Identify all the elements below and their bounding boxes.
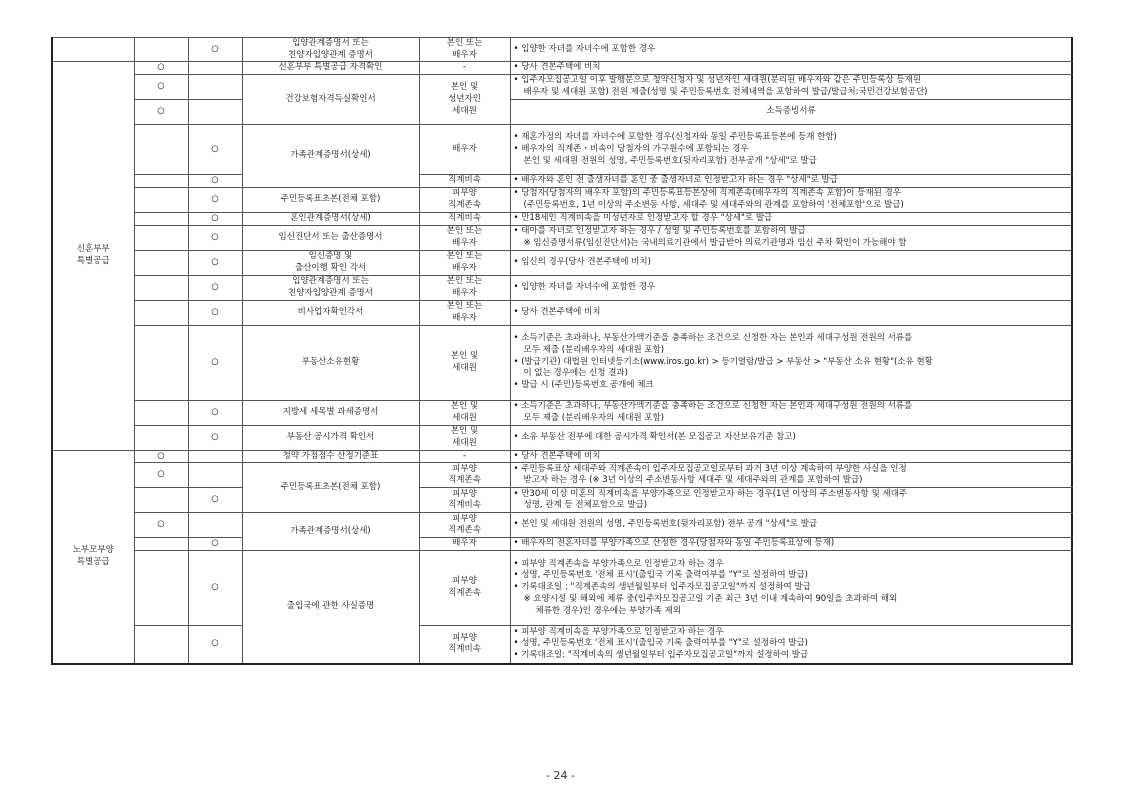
- required-mark: [134, 488, 188, 513]
- required-mark: [134, 225, 188, 250]
- required-mark: [134, 187, 188, 212]
- cell-text-line: • 성명, 주민등록번호 '전체 표시'(출입국 기록 출력여부를 "Y"로 설정하여 발급): [513, 570, 808, 581]
- cell-text-line: 신혼부부 특별공급 자격확인: [278, 62, 383, 73]
- remarks-cell: [510, 187, 1072, 212]
- conditional-mark: ○: [188, 488, 242, 513]
- required-mark: [134, 250, 188, 275]
- cell-text-line: • 배우자의 전혼자녀를 부양가족으로 산정한 경우(당첨자와 동일 주민등록표상에 등재): [513, 538, 835, 549]
- required-mark: [134, 300, 188, 325]
- cell-text-line: • 입주자모집공고일 이후 발행분으로 청약신청자 및 성년자인 세대원(분리된 배우자와 같은 주민등록상 등재된: [513, 75, 922, 86]
- cell-text-line: • 당사 견본주택에 비치: [513, 62, 601, 73]
- table-row: [52, 275, 1072, 300]
- table-row: [52, 250, 1072, 275]
- conditional-mark: ○: [188, 125, 242, 175]
- conditional-mark: [188, 463, 242, 488]
- remarks-cell: [510, 250, 1072, 275]
- cell-text-line: 본인 또는: [446, 275, 483, 286]
- table-row: [52, 463, 1072, 488]
- cell-text-line: • 피부양 직계비속을 부양가족으로 인정받고자 하는 경우: [513, 626, 724, 637]
- required-mark: [134, 538, 188, 551]
- required-mark: [134, 551, 188, 626]
- conditional-mark: ○: [188, 275, 242, 300]
- remarks-cell: [510, 400, 1072, 425]
- cell-text-line: 받고자 하는 경우 (※ 3년 이상의 주소변동사항 세대주 및 세대주와의 관계를 포함하여 발급): [523, 475, 863, 486]
- cell-text-line: 혼인관계증명서(상세): [290, 212, 371, 223]
- remarks-cell: [510, 626, 1072, 664]
- conditional-mark: ○: [188, 38, 242, 62]
- table-row: [52, 450, 1072, 463]
- cell-text-line: 배우자 및 세대원 포함) 전원 제출(성명 및 주민등록번호 전체내역을 포함하여 발급/발급처:국민건강보험공단): [523, 87, 928, 98]
- cell-text-line: 가족관계증명서(상세): [290, 150, 371, 161]
- required-mark: [134, 275, 188, 300]
- document-page: [51, 37, 1071, 665]
- cell-text-line: 이 없는 경우에는 신청 결과): [523, 368, 628, 379]
- cell-text-line: 건강보험자격득실확인서: [285, 93, 376, 104]
- required-mark: ○: [134, 450, 188, 463]
- cell-text-line: 본인 또는: [446, 300, 483, 311]
- target-person-cell: [419, 212, 510, 225]
- cell-text-line: 부동산소유현황: [301, 356, 360, 367]
- cell-text-line: 임신증명 및: [308, 250, 353, 261]
- required-mark: [134, 125, 188, 175]
- target-person-cell: [419, 75, 510, 125]
- table-row: [52, 175, 1072, 188]
- supply-type-cell: [52, 38, 134, 62]
- cell-text-line: • 피부양 직계존속을 부양가족으로 인정받고자 하는 경우: [513, 558, 724, 569]
- conditional-mark: [188, 62, 242, 75]
- document-name-cell: [242, 513, 419, 551]
- table-row: [52, 425, 1072, 450]
- cell-text-line: 청약 가점점수 산정기준표: [282, 450, 379, 461]
- document-name-cell: [242, 463, 419, 513]
- conditional-mark: ○: [188, 300, 242, 325]
- document-name-cell: [242, 275, 419, 300]
- document-name-cell: [242, 325, 419, 400]
- target-person-cell: [419, 275, 510, 300]
- required-mark: ○: [134, 513, 188, 538]
- target-person-cell: [419, 175, 510, 188]
- required-mark: [134, 175, 188, 188]
- document-name-cell: [242, 225, 419, 250]
- table-row: [52, 38, 1072, 62]
- target-person-cell: [419, 450, 510, 463]
- cell-text-line: 출산이행 확인 각서: [294, 262, 367, 273]
- table-row: [52, 488, 1072, 513]
- cell-text-line: • 본인 및 세대원 전원의 성명, 주민등록번호(뒷자리포함) 전부 공개 "상세"로 발급: [513, 519, 818, 530]
- document-name-cell: [242, 450, 419, 463]
- cell-text-line: 피부양: [452, 188, 477, 199]
- document-name-cell: [242, 551, 419, 664]
- cell-text-line: 노부모부양: [72, 544, 114, 555]
- target-person-cell: [419, 425, 510, 450]
- cell-text-line: 입양관계증명서 또는: [292, 275, 369, 286]
- remarks-cell: [510, 450, 1072, 463]
- supply-type-cell: [52, 62, 134, 450]
- remarks-cell: [510, 300, 1072, 325]
- supply-type-cell: [52, 450, 134, 663]
- conditional-mark: ○: [188, 325, 242, 400]
- conditional-mark: ○: [188, 212, 242, 225]
- cell-text-line: 친양자입양관계 증명서: [288, 49, 373, 60]
- cell-text-line: • 기록대조일 : "직계존속의 생년월일부터 입주자모집공고일"까지 설정하여 발급: [513, 582, 811, 593]
- cell-text-line: 성년자인: [448, 93, 481, 104]
- cell-text-line: • 배우자와 혼인 전 출생자녀를 혼인 중 출생자녀로 인정받고자 하는 경우 "상세"로 발급: [513, 175, 838, 186]
- target-person-cell: [419, 538, 510, 551]
- document-name-cell: [242, 125, 419, 188]
- remarks-cell: [510, 125, 1072, 175]
- cell-text-line: 본인 또는: [446, 225, 483, 236]
- table-row: [52, 212, 1072, 225]
- required-mark: [134, 212, 188, 225]
- cell-text-line: • 입양한 자녀를 자녀수에 포함한 경우: [513, 43, 656, 54]
- cell-text-line: • 성명, 주민등록번호 '전체 표시'(출입국 기록 출력여부를 "Y"로 설정하여 발급): [513, 638, 808, 649]
- required-mark: ○: [134, 75, 188, 100]
- required-mark: ○: [134, 463, 188, 488]
- document-name-cell: [242, 425, 419, 450]
- conditional-mark: ○: [188, 187, 242, 212]
- cell-text-line: 피부양: [452, 488, 477, 499]
- target-person-cell: [419, 250, 510, 275]
- table-row: [52, 538, 1072, 551]
- cell-text-line: -: [462, 62, 467, 73]
- target-person-cell: [419, 400, 510, 425]
- cell-text-line: • 기록대조일: "직계비속의 생년월일부터 입주자모집공고일"까지 설정하여 발급: [513, 650, 809, 661]
- cell-text-line: • 발급 시 (주민)등록번호 공개에 체크: [513, 380, 654, 391]
- cell-text-line: 가족관계증명서(상세): [290, 525, 371, 536]
- cell-text-line: 성명, 관계 등 전체포함으로 발급): [523, 500, 648, 511]
- cell-text-line: ※ 요양시설 및 해외에 체류 중(입주자모집공고일 기준 최근 3년 이내 계속하여 90일을 초과하여 해외: [523, 593, 898, 604]
- required-mark: [134, 400, 188, 425]
- required-mark: ○: [134, 100, 188, 125]
- remarks-cell: [510, 62, 1072, 75]
- cell-text-line: 직계존속: [448, 588, 481, 599]
- table-row: [52, 75, 1072, 100]
- cell-text-line: ※ 임신증명서류(임신진단서)는 국내의료기관에서 발급받아 의료기관명과 임신 주차 확인이 가능해야 함: [523, 237, 907, 248]
- document-name-cell: [242, 187, 419, 212]
- cell-text-line: • 만18세인 직계비속을 미성년자로 인정받고자 할 경우 "상세"로 발급: [513, 212, 773, 223]
- table-row: [52, 100, 1072, 125]
- cell-text-line: • 태아를 자녀로 인정받고자 하는 경우 / 성명 및 주민등록번호를 포함하여 발급: [513, 225, 806, 236]
- table-row: [52, 400, 1072, 425]
- conditional-mark: ○: [188, 538, 242, 551]
- cell-text-line: • 소득기준은 초과하나, 부동산가액기준을 충족하는 조건으로 신청한 자는 본인과 세대구성원 전원의 서류를: [513, 333, 913, 344]
- cell-text-line: 배우자: [452, 237, 477, 248]
- table-row: [52, 626, 1072, 664]
- table-row: [52, 225, 1072, 250]
- cell-text-line: 직계비속: [448, 644, 481, 655]
- cell-text-line: 신혼부부: [76, 244, 110, 255]
- remarks-cell: [510, 212, 1072, 225]
- required-mark: [134, 425, 188, 450]
- target-person-cell: [419, 125, 510, 175]
- conditional-mark: ○: [188, 175, 242, 188]
- target-person-cell: [419, 513, 510, 538]
- cell-text-line: • 입양한 자녀를 자녀수에 포함한 경우: [513, 281, 656, 292]
- conditional-mark: ○: [188, 225, 242, 250]
- cell-text-line: 모두 제출 (분리배우자의 세대원 포함): [523, 412, 665, 423]
- cell-text-line: 모두 제출 (분리배우자의 세대원 포함): [523, 345, 665, 356]
- document-name-cell: [242, 75, 419, 125]
- cell-text-line: 배우자: [452, 312, 477, 323]
- target-person-cell: [419, 300, 510, 325]
- cell-text-line: 입양관계증명서 또는: [292, 38, 369, 48]
- target-person-cell: [419, 325, 510, 400]
- cell-text-line: • (발급기관) 대법원 인터넷등기소(www.iros.go.kr) > 등기열람/발급 > 부동산 > "부동산 소유 현황"(소유 현황: [513, 356, 933, 367]
- remarks-cell: [510, 225, 1072, 250]
- conditional-mark: ○: [188, 551, 242, 626]
- cell-text-line: 배우자: [452, 538, 477, 549]
- remarks-cell: [510, 425, 1072, 450]
- cell-text-line: • 만30세 이상 미혼의 직계비속을 부양가족으로 인정받고자 하는 경우(1년 이상의 주소변동사항 및 세대주: [513, 488, 908, 499]
- target-person-cell: [419, 38, 510, 62]
- cell-text-line: 본인 및 세대원 전원의 성명, 주민등록번호(뒷자리포함) 전부공개 "상세"로 발급: [523, 155, 817, 166]
- cell-text-line: 직계비속: [448, 175, 481, 186]
- cell-text-line: 직계비속: [448, 212, 481, 223]
- table-row: [52, 300, 1072, 325]
- cell-text-line: (주민등록번호, 1년 이상의 주소변동 사항, 세대주 및 세대주와의 관계를 포함하여 '전체포함'으로 발급): [523, 199, 904, 210]
- required-mark: [134, 626, 188, 664]
- remarks-cell: [510, 538, 1072, 551]
- remarks-cell: [510, 38, 1072, 62]
- cell-text-line: 직계존속: [448, 525, 481, 536]
- table-row: [52, 513, 1072, 538]
- cell-text-line: 본인 및: [450, 350, 479, 361]
- cell-text-line: • 당사 견본주택에 비치: [513, 306, 601, 317]
- table-row: [52, 187, 1072, 212]
- table-row: [52, 125, 1072, 175]
- cell-text-line: 출입국에 관한 사실증명: [286, 600, 375, 611]
- target-person-cell: [419, 488, 510, 513]
- remarks-cell: [510, 175, 1072, 188]
- cell-text-line: • 소득기준은 초과하나, 부동산가액기준을 충족하는 조건으로 신청한 자는 본인과 세대구성원 전원의 서류를: [513, 400, 913, 411]
- required-documents-table: [51, 37, 1073, 665]
- remarks-cell: [510, 463, 1072, 488]
- cell-text-line: • 배우자의 직계존・비속이 당첨자의 가구원수에 포함되는 경우: [513, 143, 749, 154]
- cell-text-line: 본인 또는: [446, 250, 483, 261]
- cell-text-line: 세대원: [452, 105, 477, 116]
- conditional-mark: ○: [188, 626, 242, 664]
- conditional-mark: ○: [188, 425, 242, 450]
- cell-text-line: 지방세 세목별 과세증명서: [282, 406, 379, 417]
- conditional-mark: [188, 450, 242, 463]
- cell-text-line: 비사업자확인각서: [297, 306, 364, 317]
- cell-text-line: 본인 및: [450, 400, 479, 411]
- document-name-cell: [242, 400, 419, 425]
- cell-text-line: 임신진단서 또는 출산증명서: [278, 231, 383, 242]
- remarks-cell: [510, 275, 1072, 300]
- target-person-cell: [419, 463, 510, 488]
- target-person-cell: [419, 62, 510, 75]
- cell-text-line: • 소유 부동산 전부에 대한 공시가격 확인서(본 모집공고 자산보유기준 참고): [513, 431, 796, 442]
- remarks-cell: [510, 75, 1072, 100]
- cell-text-line: 부동산 공시가격 확인서: [286, 431, 375, 442]
- cell-text-line: 체류한 경우)인 경우에는 부양가족 제외: [535, 605, 682, 616]
- conditional-mark: ○: [188, 250, 242, 275]
- cell-text-line: 친양자입양관계 증명서: [288, 287, 373, 298]
- cell-text-line: • 임신의 경우(당사 견본주택에 비치): [513, 256, 651, 267]
- cell-text-line: 배우자: [452, 143, 477, 154]
- document-name-cell: [242, 212, 419, 225]
- cell-text-line: 특별공급: [76, 556, 110, 567]
- cell-text-line: • 주민등록표상 세대주와 직계존속이 입주자모집공고일로부터 과거 3년 이상 계속하여 부양한 사실을 인정: [513, 463, 907, 474]
- cell-text-line: 본인 및: [450, 82, 479, 93]
- required-mark: [134, 325, 188, 400]
- target-person-cell: [419, 225, 510, 250]
- cell-text-line: -: [462, 450, 467, 461]
- conditional-mark: [188, 75, 242, 100]
- cell-text-line: 직계비속: [448, 500, 481, 511]
- cell-text-line: 피부양: [452, 632, 477, 643]
- cell-text-line: 직계존속: [448, 199, 481, 210]
- cell-text-line: 주민등록표초본(전체 포함): [280, 481, 381, 492]
- cell-text-line: 본인 또는: [446, 38, 483, 48]
- cell-text-line: 세대원: [452, 362, 477, 373]
- required-mark: [134, 38, 188, 62]
- cell-text-line: 배우자: [452, 49, 477, 60]
- cell-text-line: 세대원: [452, 412, 477, 423]
- conditional-mark: [188, 100, 242, 125]
- remarks-cell: [510, 513, 1072, 538]
- cell-text-line: • 당첨자(당첨자의 배우자 포함)의 주민등록표등본상에 직계존속(배우자의 직계존속 포함)이 등재된 경우: [513, 188, 901, 199]
- cell-text-line: 피부양: [452, 513, 477, 524]
- document-name-cell: [242, 38, 419, 62]
- cell-text-line: 본인 및: [450, 425, 479, 436]
- document-name-cell: [242, 250, 419, 275]
- cell-text-line: 배우자: [452, 262, 477, 273]
- cell-text-line: 소득증빙서류: [766, 106, 816, 117]
- cell-text-line: 배우자: [452, 287, 477, 298]
- remarks-cell: [510, 488, 1072, 513]
- page-number: - 24 -: [546, 769, 575, 782]
- cell-text-line: 세대원: [452, 437, 477, 448]
- cell-text-line: 특별공급: [76, 256, 110, 267]
- required-mark: ○: [134, 62, 188, 75]
- cell-text-line: 직계존속: [448, 475, 481, 486]
- target-person-cell: [419, 187, 510, 212]
- table-row: [52, 325, 1072, 400]
- document-name-cell: [242, 62, 419, 75]
- cell-text-line: 피부양: [452, 576, 477, 587]
- target-person-cell: [419, 551, 510, 626]
- cell-text-line: • 당사 견본주택에 비치: [513, 450, 601, 461]
- cell-text-line: 피부양: [452, 463, 477, 474]
- remarks-cell: [510, 551, 1072, 626]
- conditional-mark: ○: [188, 400, 242, 425]
- document-name-cell: [242, 300, 419, 325]
- table-row: [52, 62, 1072, 75]
- conditional-mark: [188, 513, 242, 538]
- cell-text-line: 주민등록표초본(전체 포함): [280, 194, 381, 205]
- document-name-cell: [510, 100, 1072, 125]
- remarks-cell: [510, 325, 1072, 400]
- table-row: [52, 551, 1072, 626]
- cell-text-line: • 재혼가정의 자녀를 자녀수에 포함한 경우(신청자와 동일 주민등록표등본에 등재 한함): [513, 132, 837, 143]
- target-person-cell: [419, 626, 510, 664]
